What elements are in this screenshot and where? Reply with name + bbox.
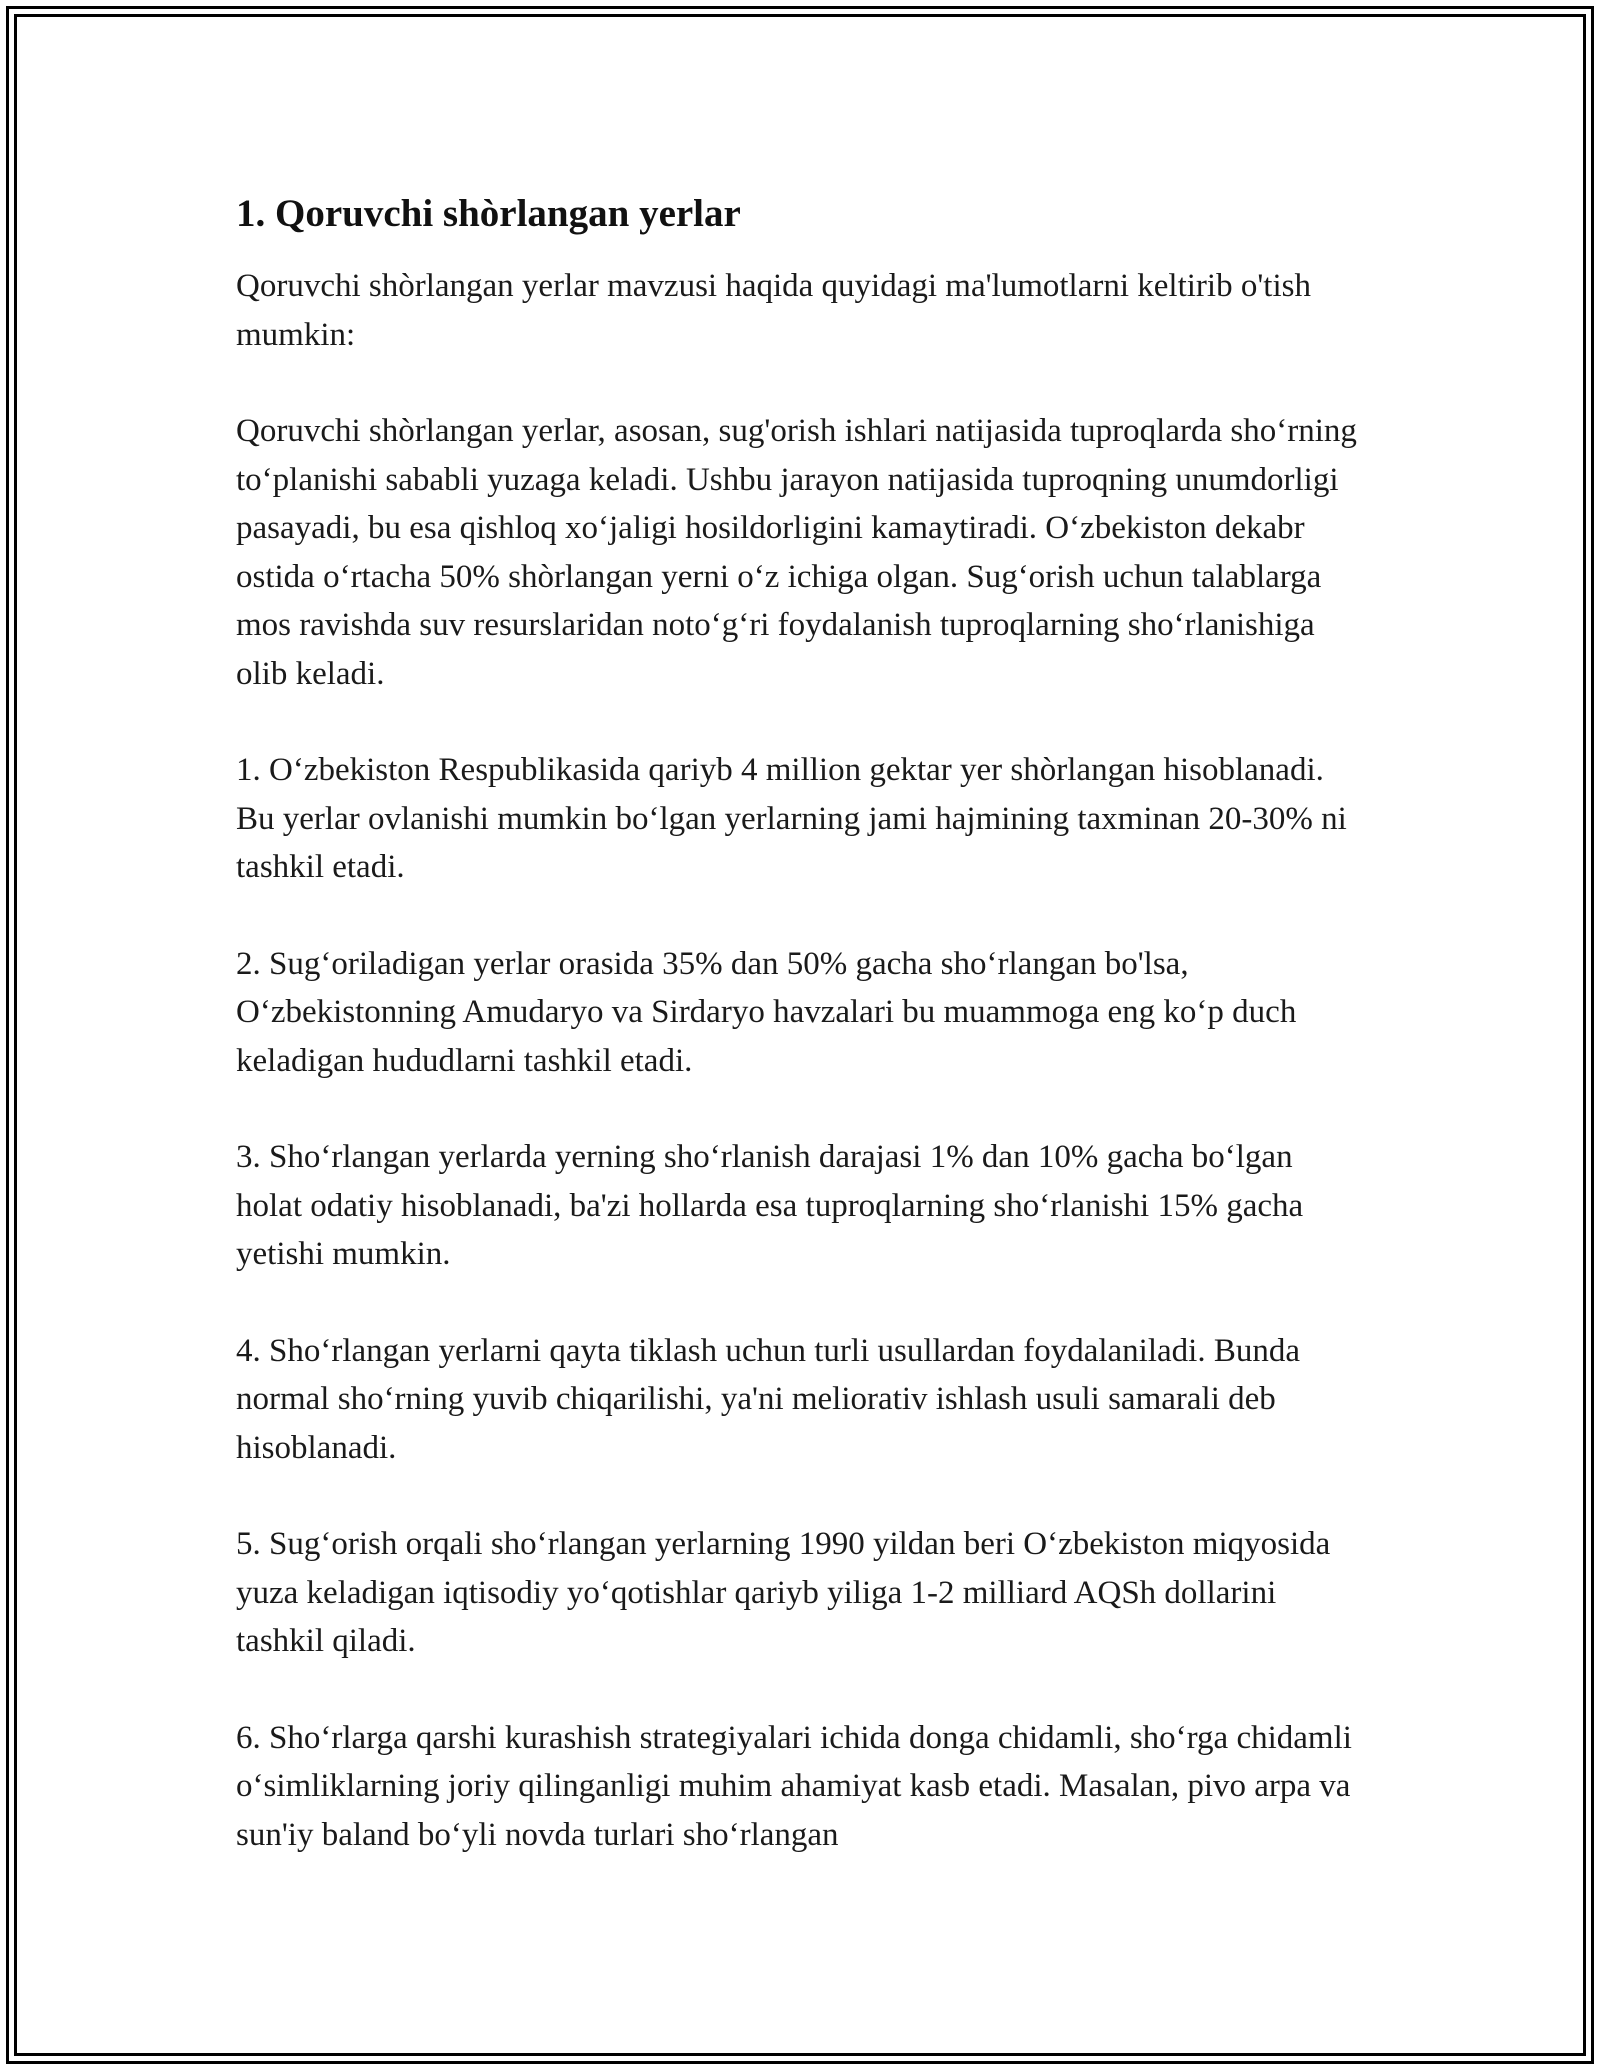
document-body xyxy=(236,186,1366,1859)
list-item-6: 6. Sho‘rlarga qarshi kurashish strategiyalari ichida donga chidamli, sho‘rga chidamli o‘simliklarning joriy qilinganligi muhim ahamiyat kasb etadi. Masalan, pivo arpa va sun'iy baland bo‘yli novda turlari sho‘rlangan xyxy=(236,1719,1352,1853)
overview-paragraph: Qoruvchi shòrlangan yerlar, asosan, sug'orish ishlari natijasida tuproqlarda sho‘rning to‘planishi sababli yuzaga keladi. Ushbu jarayon natijasida tuproqning unumdorligi pasayadi, bu esa qishloq xo‘jaligi hosildorligini kamaytiradi. O‘zbekiston dekabr ostida o‘rtacha 50% shòrlangan yerni o‘z ichiga olgan. Sug‘orish uchun talablarga mos ravishda suv resurslaridan noto‘g‘ri foydalanish tuproqlarning sho‘rlanishiga olib keladi. xyxy=(236,413,1357,692)
intro-paragraph: Qoruvchi shòrlangan yerlar mavzusi haqida quyidagi ma'lumotlarni keltirib o'tish mumkin: xyxy=(236,268,1311,353)
list-item-3: 3. Sho‘rlangan yerlarda yerning sho‘rlanish darajasi 1% dan 10% gacha bo‘lgan holat odatiy hisoblanadi, ba'zi hollarda esa tuproqlarning sho‘rlanishi 15% gacha yetishi mumkin. xyxy=(236,1139,1304,1272)
list-item-1: 1. O‘zbekiston Respublikasida qariyb 4 million gektar yer shòrlangan hisoblanadi. Bu yerlar ovlanishi mumkin bo‘lgan yerlarning jami hajmining taxminan 20-30% ni tashkil etadi. xyxy=(236,752,1347,885)
list-item-5: 5. Sug‘orish orqali sho‘rlangan yerlarning 1990 yildan beri O‘zbekiston miqyosida yuza keladigan iqtisodiy yo‘qotishlar qariyb yiliga 1-2 milliard AQSh dollarini tashkil qiladi. xyxy=(236,1526,1331,1659)
list-item-4: 4. Sho‘rlangan yerlarni qayta tiklash uchun turli usullardan foydalaniladi. Bunda normal sho‘rning yuvib chiqarilishi, ya'ni meliorativ ishlash usuli samarali deb hisoblanadi. xyxy=(236,1332,1300,1466)
section-heading: 1. Qoruvchi shòrlangan yerlar xyxy=(236,192,741,235)
list-item-2: 2. Sug‘oriladigan yerlar orasida 35% dan 50% gacha sho‘rlangan bo'lsa, O‘zbekistonning Amudaryo va Sirdaryo havzalari bu muammoga eng ko‘p duch keladigan hududlarni tashkil etadi. xyxy=(236,945,1297,1079)
